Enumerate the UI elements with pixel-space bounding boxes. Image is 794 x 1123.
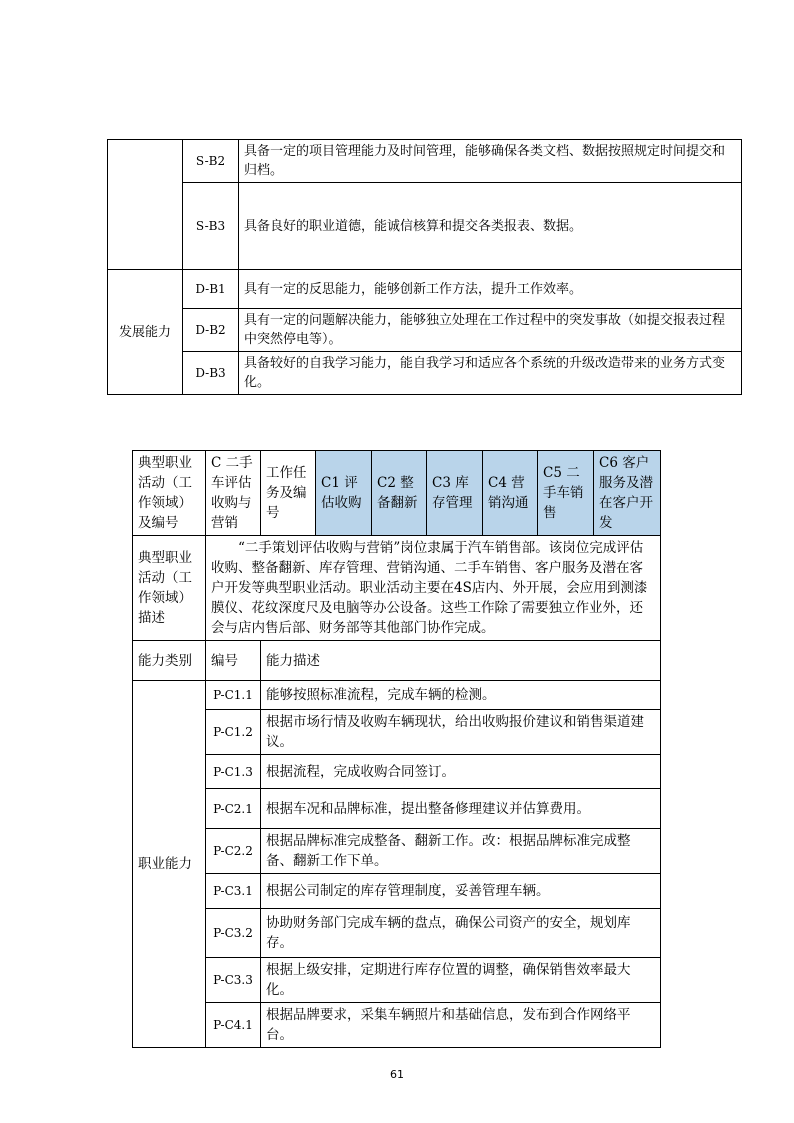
ability-code: S-B3 xyxy=(183,183,239,270)
ability-desc: 根据品牌要求，采集车辆照片和基础信息，发布到合作网络平台。 xyxy=(261,1003,661,1048)
task-c3: C3 库存管理 xyxy=(427,451,483,536)
activity-label: 典型职业活动（工作领域）及编号 xyxy=(133,451,206,536)
table-row xyxy=(133,874,661,909)
table-row xyxy=(108,183,742,270)
task-label: 工作任务及编号 xyxy=(261,451,316,536)
col-desc: 能力描述 xyxy=(261,641,661,681)
ability-code: P-C1.2 xyxy=(206,710,261,755)
ability-code: P-C3.3 xyxy=(206,958,261,1003)
ability-desc: 根据流程，完成收购合同签订。 xyxy=(261,755,661,789)
task-c5: C5 二手车销售 xyxy=(538,451,594,536)
ability-desc: 具备一定的项目管理能力及时间管理，能够确保各类文档、数据按照规定时间提交和归档。 xyxy=(239,140,742,183)
ability-code: P-C2.1 xyxy=(206,789,261,829)
ability-desc: 根据公司制定的库存管理制度，妥善管理车辆。 xyxy=(261,874,661,909)
ability-code: P-C3.1 xyxy=(206,874,261,909)
category-prof: 职业能力 xyxy=(133,681,206,1048)
task-c6: C6 客户服务及潜在客户开发 xyxy=(594,451,661,536)
table-row xyxy=(133,909,661,958)
table-row xyxy=(108,270,742,309)
ability-code: D-B1 xyxy=(183,270,239,309)
ability-code: P-C4.1 xyxy=(206,1003,261,1048)
table-row xyxy=(133,958,661,1003)
table-row xyxy=(133,1003,661,1048)
ability-table-top xyxy=(107,139,742,395)
table-row xyxy=(108,140,742,183)
ability-desc: 根据车况和品牌标准，提出整备修理建议并估算费用。 xyxy=(261,789,661,829)
table-row xyxy=(133,710,661,755)
table-row xyxy=(133,681,661,710)
ability-desc: 具有一定的反思能力，能够创新工作方法，提升工作效率。 xyxy=(239,270,742,309)
task-c4: C4 营销沟通 xyxy=(483,451,538,536)
ability-table-bottom xyxy=(132,450,661,1048)
ability-desc: 根据品牌标准完成整备、翻新工作。改：根据品牌标准完成整备、翻新工作下单。 xyxy=(261,829,661,874)
ability-code: P-C1.3 xyxy=(206,755,261,789)
ability-code: P-C1.1 xyxy=(206,681,261,710)
description-label: 典型职业活动（工作领域）描述 xyxy=(133,536,206,641)
ability-code: P-C2.2 xyxy=(206,829,261,874)
ability-desc: 根据市场行情及收购车辆现状，给出收购报价建议和销售渠道建议。 xyxy=(261,710,661,755)
category-develop: 发展能力 xyxy=(108,270,183,395)
ability-desc: 能够按照标准流程，完成车辆的检测。 xyxy=(261,681,661,710)
col-category: 能力类别 xyxy=(133,641,206,681)
col-code: 编号 xyxy=(206,641,261,681)
ability-desc: 协助财务部门完成车辆的盘点，确保公司资产的安全，规划库存。 xyxy=(261,909,661,958)
table-row xyxy=(108,309,742,352)
activity-name: C 二手车评估收购与营销 xyxy=(206,451,261,536)
table-row xyxy=(133,829,661,874)
header-row xyxy=(133,451,661,536)
ability-desc: 根据上级安排，定期进行库存位置的调整，确保销售效率最大化。 xyxy=(261,958,661,1003)
task-c2: C2 整备翻新 xyxy=(372,451,427,536)
column-header-row xyxy=(133,641,661,681)
ability-code: D-B3 xyxy=(183,352,239,395)
ability-code: D-B2 xyxy=(183,309,239,352)
description-text: “二手策划评估收购与营销”岗位隶属于汽车销售部。该岗位完成评估收购、整备翻新、库存管理、营销沟通、二手车销售、客户服务及潜在客户开发等典型职业活动。职业活动主要在4S店内、外开展，会应用到测漆膜仪、花纹深度尺及电脑等办公设备。这些工作除了需要独立作业外，还会与店内售后部、财务部等其他部门协作完成。 xyxy=(206,536,661,641)
ability-desc: 具有一定的问题解决能力，能够独立处理在工作过程中的突发事故（如提交报表过程中突然停电等）。 xyxy=(239,309,742,352)
table-row xyxy=(108,352,742,395)
ability-desc: 具备良好的职业道德，能诚信核算和提交各类报表、数据。 xyxy=(239,183,742,270)
page-number: 61 xyxy=(390,1068,404,1081)
category-cell-empty xyxy=(108,140,183,270)
ability-desc: 具备较好的自我学习能力，能自我学习和适应各个系统的升级改造带来的业务方式变化。 xyxy=(239,352,742,395)
table-row xyxy=(133,755,661,789)
ability-code: P-C3.2 xyxy=(206,909,261,958)
description-row xyxy=(133,536,661,641)
task-c1: C1 评估收购 xyxy=(316,451,372,536)
ability-code: S-B2 xyxy=(183,140,239,183)
table-row xyxy=(133,789,661,829)
